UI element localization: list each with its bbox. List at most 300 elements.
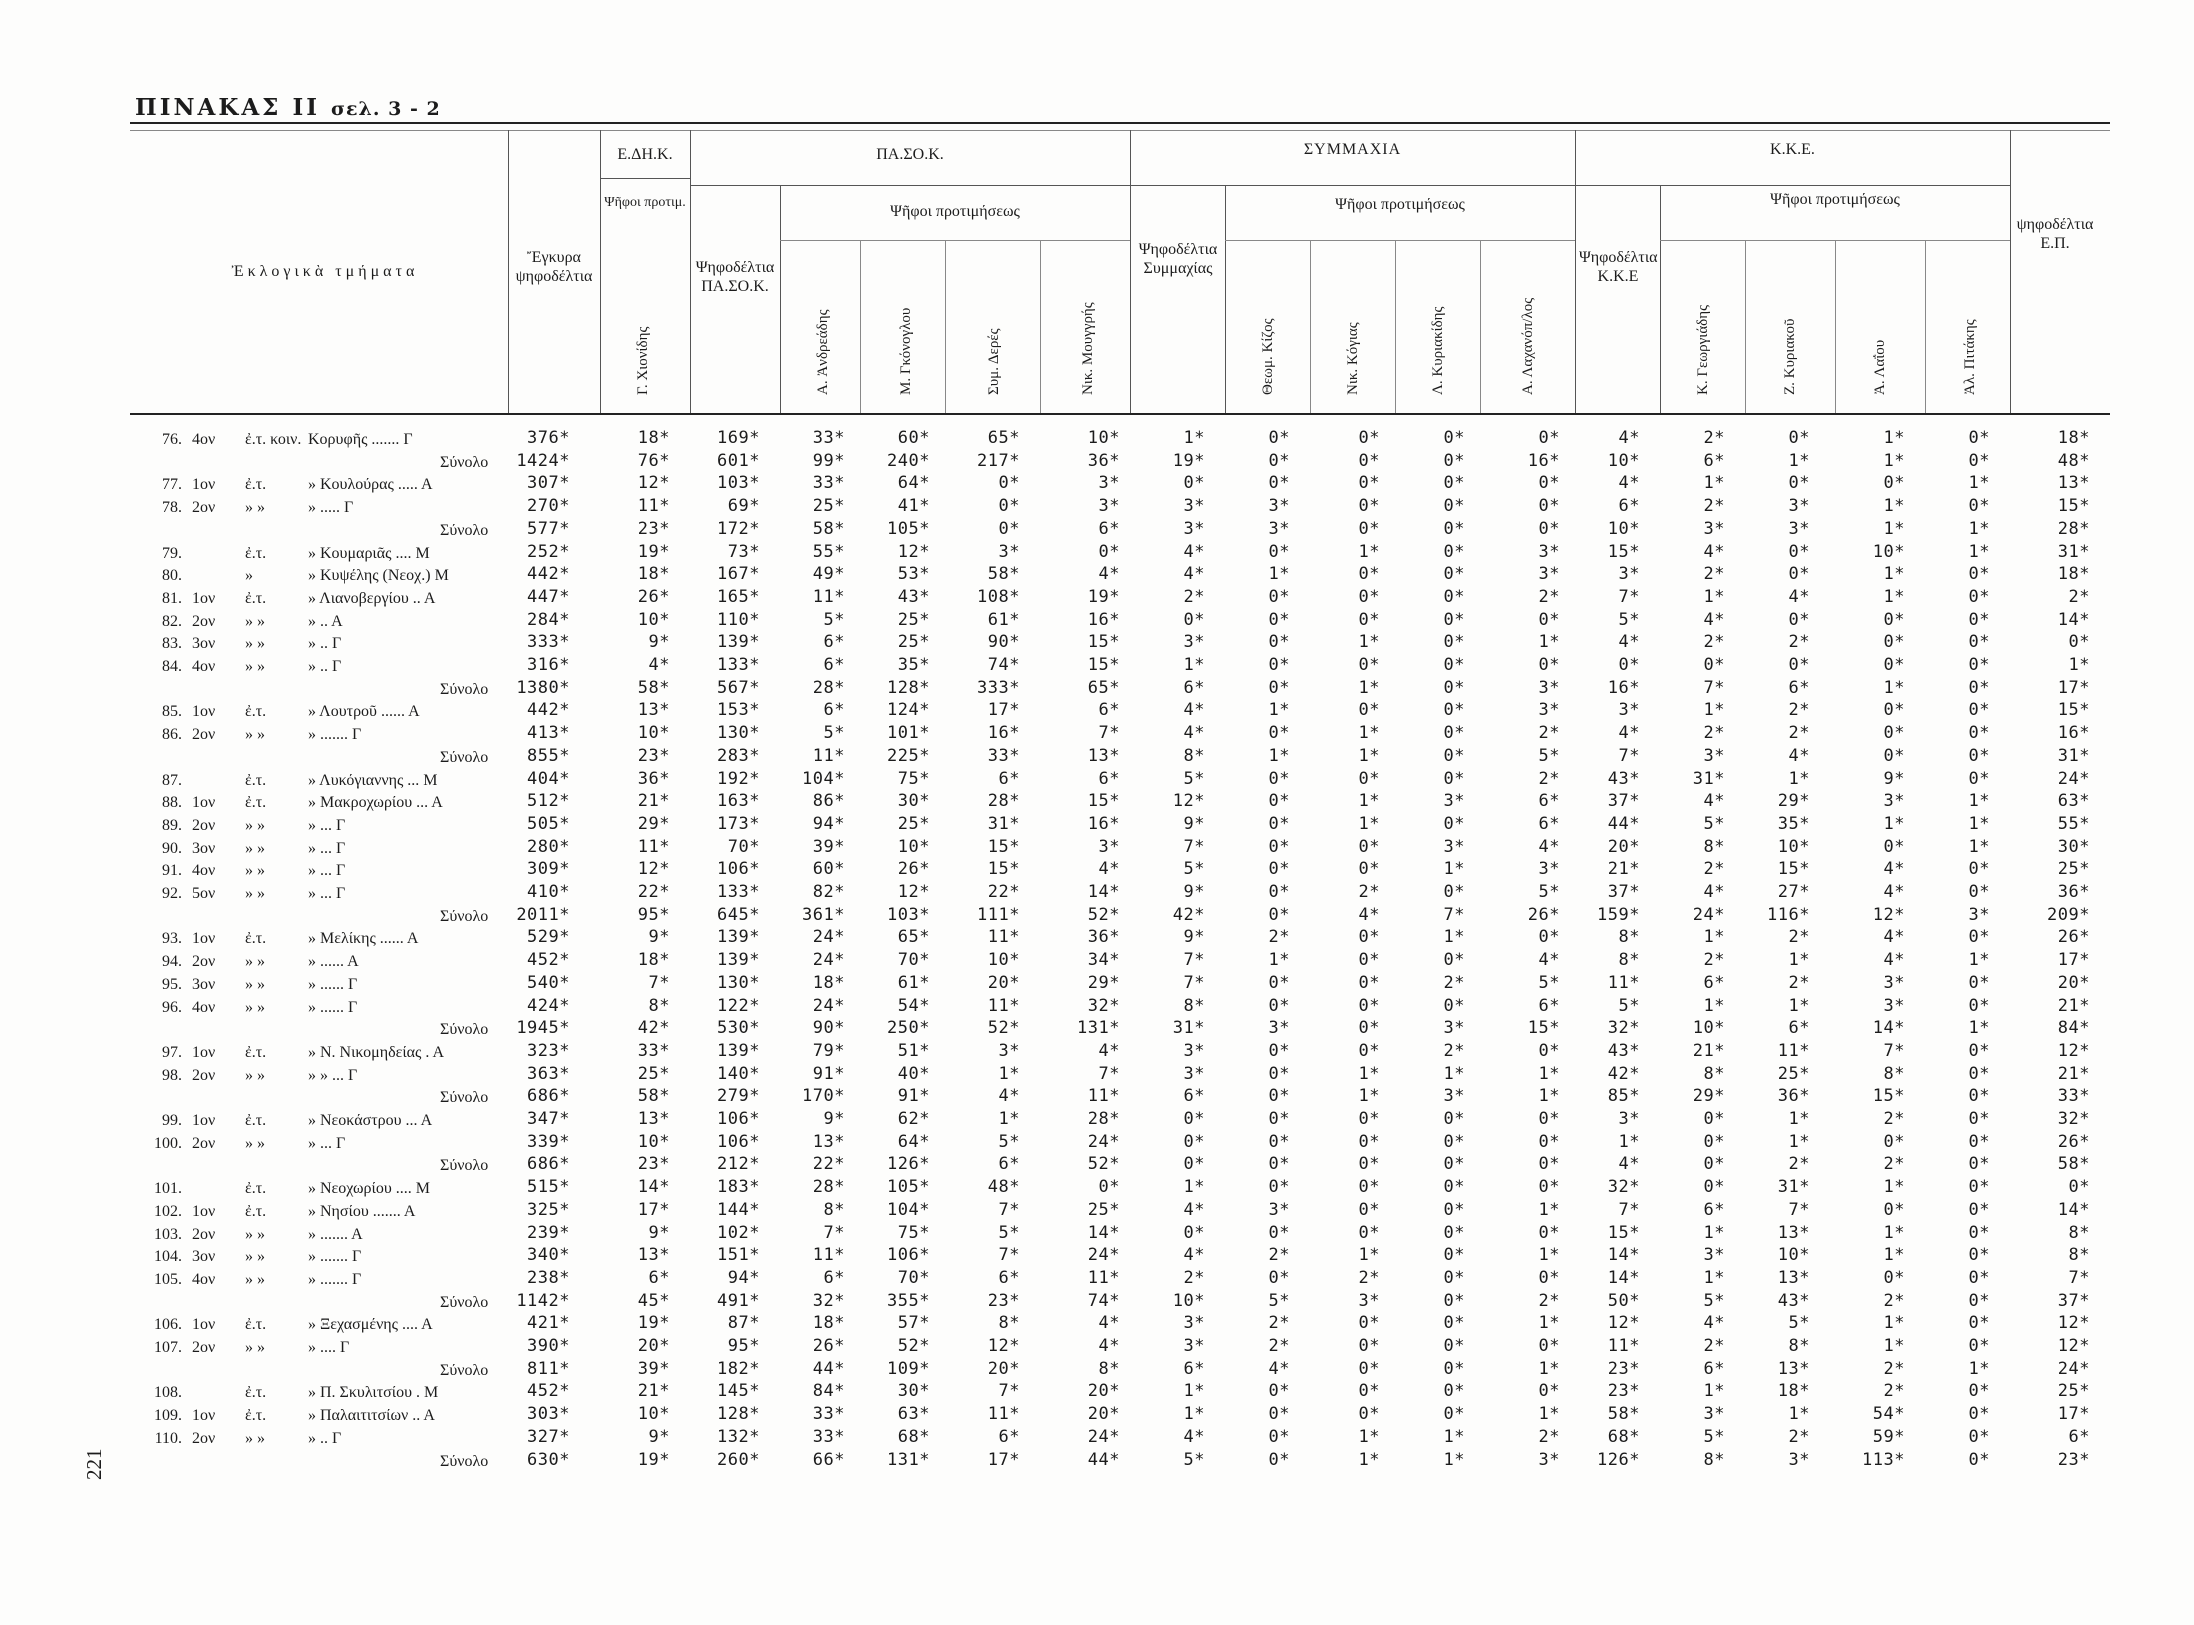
- row-name: » ... Γ: [308, 862, 346, 880]
- cell-value: 0*: [1968, 1267, 1990, 1288]
- cell-value: 0*: [1268, 1426, 1290, 1447]
- cell-value: 4*: [1703, 541, 1725, 562]
- cell-value: 0*: [1883, 723, 1905, 744]
- cell-value: 0*: [1443, 1109, 1465, 1129]
- cell-value: 0*: [1703, 1109, 1725, 1129]
- cell-value: 3*: [1788, 496, 1810, 517]
- cell-value: 0*: [1968, 768, 1990, 789]
- cell-value: 1*: [1788, 1404, 1810, 1425]
- cell-value: 0*: [1443, 518, 1465, 539]
- row-name: » .. Γ: [308, 1429, 342, 1447]
- cell-value: 6*: [2068, 1426, 2090, 1447]
- cell-value: 6*: [823, 1267, 845, 1288]
- row-ordinal: 4ον: [192, 431, 216, 448]
- row-number: 107.: [154, 1339, 182, 1356]
- cell-value: 0*: [1358, 836, 1380, 857]
- cell-value: 8*: [2068, 1245, 2090, 1266]
- cell-value: 1*: [1538, 1063, 1560, 1084]
- cell-value: 15*: [987, 859, 1020, 880]
- cell-value: 1*: [1443, 1449, 1465, 1470]
- cell-value: 12*: [2057, 1040, 2090, 1061]
- cell-value: 9*: [648, 927, 670, 948]
- cell-value: 84*: [2057, 1018, 2090, 1039]
- row-ordinal: 2ον: [192, 1339, 216, 1356]
- cell-value: 0*: [1443, 450, 1465, 471]
- cell-value: 6*: [998, 1154, 1020, 1175]
- cell-value: 55*: [2057, 813, 2090, 834]
- cell-value: 4*: [1183, 541, 1205, 562]
- cell-value: 20*: [987, 972, 1020, 993]
- header-cand-mouggris: Νικ. Μουγγρής: [1080, 302, 1096, 395]
- row-number: 76.: [162, 431, 182, 448]
- cell-value: 91*: [897, 1086, 930, 1107]
- cell-value: 4*: [1183, 564, 1205, 585]
- cell-value: 217*: [977, 450, 1020, 471]
- cell-value: 0*: [1538, 1154, 1560, 1175]
- cell-value: 31*: [2057, 745, 2090, 766]
- cell-value: 577*: [527, 518, 570, 539]
- row-total-label: Σύνολο: [440, 748, 489, 766]
- cell-value: 9*: [823, 1109, 845, 1129]
- cell-value: 1*: [1358, 723, 1380, 744]
- cell-value: 0*: [1268, 1404, 1290, 1425]
- cell-value: 169*: [717, 428, 760, 448]
- row-type: » »: [245, 1339, 265, 1356]
- cell-value: 2*: [1183, 1267, 1205, 1288]
- cell-value: 24*: [1087, 1131, 1120, 1152]
- row-number: 103.: [154, 1225, 182, 1243]
- cell-value: 61*: [897, 972, 930, 993]
- cell-value: 0*: [1268, 904, 1290, 925]
- cell-value: 64*: [897, 473, 930, 494]
- cell-value: 1*: [1358, 677, 1380, 698]
- cell-value: 6*: [1538, 995, 1560, 1016]
- cell-value: 1*: [1883, 450, 1905, 471]
- cell-value: 109*: [887, 1358, 930, 1379]
- cell-value: 25*: [897, 609, 930, 630]
- cell-value: 6*: [1703, 1358, 1725, 1379]
- cell-value: 106*: [717, 859, 760, 880]
- cell-value: 58*: [2057, 1154, 2090, 1175]
- cell-value: 0*: [1358, 609, 1380, 630]
- cell-value: 15*: [2057, 700, 2090, 721]
- row-type: » »: [245, 1270, 265, 1288]
- cell-value: 424*: [527, 995, 570, 1016]
- cell-value: 0*: [1538, 1131, 1560, 1152]
- cell-value: 5*: [1538, 972, 1560, 993]
- cell-value: 0*: [1788, 655, 1810, 675]
- cell-value: 43*: [1607, 768, 1640, 789]
- cell-value: 69*: [727, 496, 760, 517]
- cell-value: 95*: [727, 1336, 760, 1356]
- cell-value: 3*: [1703, 745, 1725, 766]
- row-total-label: Σύνολο: [440, 1293, 489, 1311]
- cell-value: 31*: [1777, 1177, 1810, 1198]
- row-name: » Ξεχασμένης .... Α: [308, 1316, 433, 1334]
- cell-value: 29*: [1777, 791, 1810, 812]
- cell-value: 2*: [1883, 1109, 1905, 1129]
- cell-value: 1*: [998, 1063, 1020, 1084]
- cell-value: 9*: [648, 632, 670, 653]
- cell-value: 0*: [1443, 609, 1465, 630]
- cell-value: 307*: [527, 473, 570, 494]
- cell-value: 19*: [1087, 586, 1120, 607]
- cell-value: 139*: [717, 950, 760, 971]
- cand-divider: [945, 240, 946, 413]
- cell-value: 132*: [717, 1426, 760, 1447]
- cell-value: 20*: [637, 1336, 670, 1356]
- cell-value: 5*: [1183, 768, 1205, 789]
- cell-value: 91*: [812, 1063, 845, 1084]
- cell-value: 35*: [1777, 813, 1810, 834]
- cell-value: 116*: [1767, 904, 1810, 925]
- cell-value: 4*: [648, 655, 670, 675]
- cell-value: 0*: [1883, 632, 1905, 653]
- cell-value: 5*: [823, 723, 845, 744]
- cell-value: 60*: [897, 428, 930, 448]
- cell-value: 84*: [812, 1381, 845, 1402]
- row-ordinal: 2ον: [192, 1225, 216, 1243]
- cell-value: 4*: [1788, 745, 1810, 766]
- row-name: » .. Γ: [308, 658, 342, 675]
- cell-value: 2*: [1788, 700, 1810, 721]
- cell-value: 0*: [1703, 1177, 1725, 1198]
- table-row: [0, 1109, 2194, 1132]
- cell-value: 1*: [1883, 564, 1905, 585]
- cell-value: 82*: [812, 882, 845, 902]
- header-divider: [1225, 185, 1226, 413]
- cell-value: 11*: [987, 1404, 1020, 1425]
- cell-value: 10*: [1087, 428, 1120, 448]
- cell-value: 172*: [717, 518, 760, 539]
- row-number: 92.: [162, 885, 182, 902]
- cell-value: 14*: [2057, 1199, 2090, 1220]
- cell-value: 7*: [2068, 1267, 2090, 1288]
- cell-value: 0*: [1358, 564, 1380, 585]
- cell-value: 3*: [1883, 972, 1905, 993]
- cell-value: 23*: [987, 1290, 1020, 1311]
- cell-value: 0*: [1358, 1177, 1380, 1198]
- cell-value: 0*: [1268, 1131, 1290, 1152]
- cell-value: 0*: [1268, 450, 1290, 471]
- header-divider: [1575, 130, 1576, 413]
- cell-value: 8*: [1703, 836, 1725, 857]
- cell-value: 0*: [1538, 428, 1560, 448]
- cell-value: 0*: [1968, 723, 1990, 744]
- header-subline: [690, 185, 2010, 186]
- cell-value: 0*: [1443, 428, 1465, 448]
- cell-value: 0*: [1268, 609, 1290, 630]
- cell-value: 4*: [1618, 723, 1640, 744]
- cell-value: 5*: [998, 1131, 1020, 1152]
- cell-value: 28*: [812, 677, 845, 698]
- cell-value: 0*: [1883, 655, 1905, 675]
- table-row: [0, 859, 2194, 882]
- row-total-label: Σύνολο: [440, 1089, 489, 1107]
- cell-value: 36*: [637, 768, 670, 789]
- row-ordinal: 3ον: [192, 1248, 216, 1266]
- cell-value: 0*: [1268, 836, 1290, 857]
- cell-value: 44*: [1087, 1449, 1120, 1470]
- table-row: [0, 1177, 2194, 1200]
- cell-value: 0*: [1538, 496, 1560, 517]
- cell-value: 0*: [1968, 655, 1990, 675]
- cell-value: 8*: [1618, 927, 1640, 948]
- table-row: [0, 1268, 2194, 1291]
- cell-value: 239*: [527, 1222, 570, 1243]
- cell-value: 5*: [1268, 1290, 1290, 1311]
- cell-value: 22*: [987, 882, 1020, 902]
- row-number: 90.: [162, 839, 182, 857]
- cell-value: 8*: [1883, 1063, 1905, 1084]
- cell-value: 1*: [1358, 745, 1380, 766]
- cell-value: 0*: [1443, 1267, 1465, 1288]
- row-ordinal: 1ον: [192, 1316, 216, 1334]
- cell-value: 1*: [1443, 927, 1465, 948]
- header-cand-kogias: Νικ. Κόγιας: [1345, 322, 1361, 395]
- row-name: » ... Γ: [308, 885, 346, 902]
- cell-value: 0*: [1538, 1336, 1560, 1356]
- cell-value: 2*: [1788, 632, 1810, 653]
- cell-value: 442*: [527, 564, 570, 585]
- row-name: » Λυκόγιαννης ... Μ: [308, 771, 438, 789]
- cell-value: 21*: [2057, 1063, 2090, 1084]
- cell-value: 0*: [1268, 723, 1290, 744]
- cell-value: 0*: [1443, 1381, 1465, 1402]
- cell-value: 6*: [1098, 700, 1120, 721]
- cell-value: 33*: [812, 473, 845, 494]
- cell-value: 0*: [1358, 768, 1380, 789]
- cell-value: 1*: [1788, 1109, 1810, 1129]
- cell-value: 1*: [1883, 1222, 1905, 1243]
- cell-value: 25*: [1087, 1199, 1120, 1220]
- cell-value: 7*: [1788, 1199, 1810, 1220]
- table-row: [0, 927, 2194, 950]
- cell-value: 340*: [527, 1245, 570, 1266]
- cell-value: 15*: [2057, 496, 2090, 517]
- cell-value: 0*: [1358, 1154, 1380, 1175]
- table-row: [0, 973, 2194, 996]
- cell-value: 10*: [1872, 541, 1905, 562]
- row-name: » Κουμαριᾶς .... Μ: [308, 544, 430, 562]
- cell-value: 3*: [1098, 496, 1120, 517]
- cell-value: 16*: [1527, 450, 1560, 471]
- cell-value: 2*: [1268, 1313, 1290, 1334]
- cell-value: 3*: [1788, 1449, 1810, 1470]
- cell-value: 0*: [1883, 1199, 1905, 1220]
- header-cand-kyriakidis: Λ. Κυριακίδης: [1430, 306, 1446, 395]
- cell-value: 2*: [1268, 927, 1290, 948]
- cell-value: 1*: [1883, 677, 1905, 698]
- cell-value: 145*: [717, 1381, 760, 1402]
- cell-value: 0*: [1443, 745, 1465, 766]
- cell-value: 0*: [1968, 745, 1990, 766]
- cell-value: 11*: [1087, 1086, 1120, 1107]
- cell-value: 1*: [998, 1109, 1020, 1129]
- cell-value: 2*: [1703, 564, 1725, 585]
- row-type: ἐ.τ.: [245, 1043, 267, 1061]
- cell-value: 1*: [1703, 1267, 1725, 1288]
- cell-value: 12*: [1872, 904, 1905, 925]
- cell-value: 11*: [1607, 1336, 1640, 1356]
- cell-value: 1*: [1968, 950, 1990, 971]
- cell-value: 18*: [812, 1313, 845, 1334]
- row-ordinal: 3ον: [192, 839, 216, 857]
- cell-value: 26*: [2057, 927, 2090, 948]
- cell-value: 24*: [2057, 768, 2090, 789]
- cell-value: 42*: [1607, 1063, 1640, 1084]
- cell-value: 29*: [1692, 1086, 1725, 1107]
- cell-value: 104*: [802, 768, 845, 789]
- cell-value: 44*: [812, 1358, 845, 1379]
- row-name: » » ... Γ: [308, 1066, 358, 1084]
- cell-value: 6*: [823, 655, 845, 675]
- cell-value: 2*: [1538, 768, 1560, 789]
- cell-value: 3*: [1538, 700, 1560, 721]
- cell-value: 30*: [2057, 836, 2090, 857]
- cell-value: 42*: [1172, 904, 1205, 925]
- cell-value: 4*: [998, 1086, 1020, 1107]
- table-row: [0, 1427, 2194, 1450]
- header-kke-ballots: Ψηφοδέλτια Κ.Κ.Ε: [1579, 249, 1658, 286]
- cell-value: 7*: [1618, 1199, 1640, 1220]
- cell-value: 26*: [812, 1336, 845, 1356]
- cell-value: 0*: [1703, 655, 1725, 675]
- row-ordinal: 1ον: [192, 476, 216, 494]
- table-row: [0, 882, 2194, 905]
- cell-value: 1*: [1538, 1404, 1560, 1425]
- cell-value: 0*: [1268, 428, 1290, 448]
- cell-value: 17*: [2057, 677, 2090, 698]
- cell-value: 8*: [1703, 1449, 1725, 1470]
- table-row: [0, 496, 2194, 519]
- cell-value: 32*: [2057, 1109, 2090, 1129]
- cell-value: 23*: [1607, 1381, 1640, 1402]
- row-type: »: [245, 567, 253, 585]
- cell-value: 9*: [1183, 882, 1205, 902]
- cell-value: 0*: [1358, 473, 1380, 494]
- cell-value: 110*: [717, 609, 760, 630]
- cell-value: 7*: [998, 1245, 1020, 1266]
- cell-value: 65*: [1087, 677, 1120, 698]
- cell-value: 0*: [1968, 1199, 1990, 1220]
- table-row-total: [0, 451, 2194, 474]
- cell-value: 16*: [1607, 677, 1640, 698]
- cell-value: 3*: [1183, 1063, 1205, 1084]
- cell-value: 0*: [1443, 1404, 1465, 1425]
- cell-value: 2*: [1268, 1245, 1290, 1266]
- cell-value: 0*: [1358, 1018, 1380, 1039]
- cell-value: 3*: [1268, 1199, 1290, 1220]
- table-row: [0, 1223, 2194, 1246]
- cell-value: 0*: [1443, 564, 1465, 585]
- cand-divider: [1040, 240, 1041, 413]
- table-row: [0, 632, 2194, 655]
- row-number: 79.: [162, 544, 182, 562]
- cell-value: 0*: [1443, 586, 1465, 607]
- cell-value: 316*: [527, 655, 570, 675]
- cell-value: 21*: [2057, 995, 2090, 1016]
- row-name: » ... Γ: [308, 839, 346, 857]
- top-rule: [130, 122, 2110, 124]
- row-number: 89.: [162, 816, 182, 834]
- cell-value: 33*: [812, 1426, 845, 1447]
- header-bottom-rule: [130, 413, 2110, 415]
- table-row: [0, 1313, 2194, 1336]
- cell-value: 0*: [1358, 1358, 1380, 1379]
- cell-value: 90*: [812, 1018, 845, 1039]
- table-row: [0, 814, 2194, 837]
- cell-value: 3*: [1443, 791, 1465, 812]
- cell-value: 0*: [1098, 1177, 1120, 1198]
- cell-value: 6*: [1183, 1086, 1205, 1107]
- table-row: [0, 1404, 2194, 1427]
- cell-value: 8*: [1183, 745, 1205, 766]
- cell-value: 410*: [527, 882, 570, 902]
- cell-value: 4*: [1703, 791, 1725, 812]
- row-total-label: Σύνολο: [440, 907, 489, 925]
- cell-value: 284*: [527, 609, 570, 630]
- cell-value: 131*: [887, 1449, 930, 1470]
- row-name: » Νεοχωρίου .... Μ: [308, 1180, 430, 1198]
- cell-value: 192*: [717, 768, 760, 789]
- cell-value: 14*: [1872, 1018, 1905, 1039]
- cell-value: 1*: [1883, 518, 1905, 539]
- cand-divider: [1925, 240, 1926, 413]
- row-ordinal: 1ον: [192, 1043, 216, 1061]
- cell-value: 20*: [2057, 972, 2090, 993]
- cell-value: 0*: [1883, 473, 1905, 494]
- cell-value: 0*: [1268, 655, 1290, 675]
- cell-value: 139*: [717, 927, 760, 948]
- cell-value: 58*: [637, 677, 670, 698]
- cell-value: 8*: [1703, 1063, 1725, 1084]
- cell-value: 0*: [1968, 564, 1990, 585]
- cell-value: 0*: [1883, 700, 1905, 721]
- row-number: 85.: [162, 703, 182, 721]
- cell-value: 7*: [648, 972, 670, 993]
- cell-value: 53*: [897, 564, 930, 585]
- cell-value: 355*: [887, 1290, 930, 1311]
- cell-value: 7*: [998, 1199, 1020, 1220]
- cell-value: 25*: [637, 1063, 670, 1084]
- cell-value: 13*: [1777, 1358, 1810, 1379]
- cell-value: 0*: [1968, 1404, 1990, 1425]
- cell-value: 128*: [717, 1404, 760, 1425]
- cell-value: 0*: [1443, 1131, 1465, 1152]
- cell-value: 4*: [1703, 609, 1725, 630]
- cell-value: 165*: [717, 586, 760, 607]
- cell-value: 0*: [1358, 450, 1380, 471]
- cell-value: 0*: [1268, 632, 1290, 653]
- table-row-total: [0, 1450, 2194, 1473]
- cell-value: 0*: [1788, 473, 1810, 494]
- cell-value: 0*: [1618, 655, 1640, 675]
- cell-value: 0*: [1268, 972, 1290, 993]
- cell-value: 11*: [812, 1245, 845, 1266]
- cell-value: 12*: [637, 859, 670, 880]
- table-row: [0, 1041, 2194, 1064]
- cell-value: 51*: [897, 1040, 930, 1061]
- row-total-label: Σύνολο: [440, 521, 489, 539]
- cell-value: 238*: [527, 1267, 570, 1288]
- row-type: » »: [245, 975, 265, 993]
- cell-value: 25*: [897, 813, 930, 834]
- row-name: » ...... Γ: [308, 975, 358, 993]
- cell-value: 0*: [1443, 1358, 1465, 1379]
- cell-value: 2*: [1703, 859, 1725, 880]
- cell-value: 0*: [1443, 700, 1465, 721]
